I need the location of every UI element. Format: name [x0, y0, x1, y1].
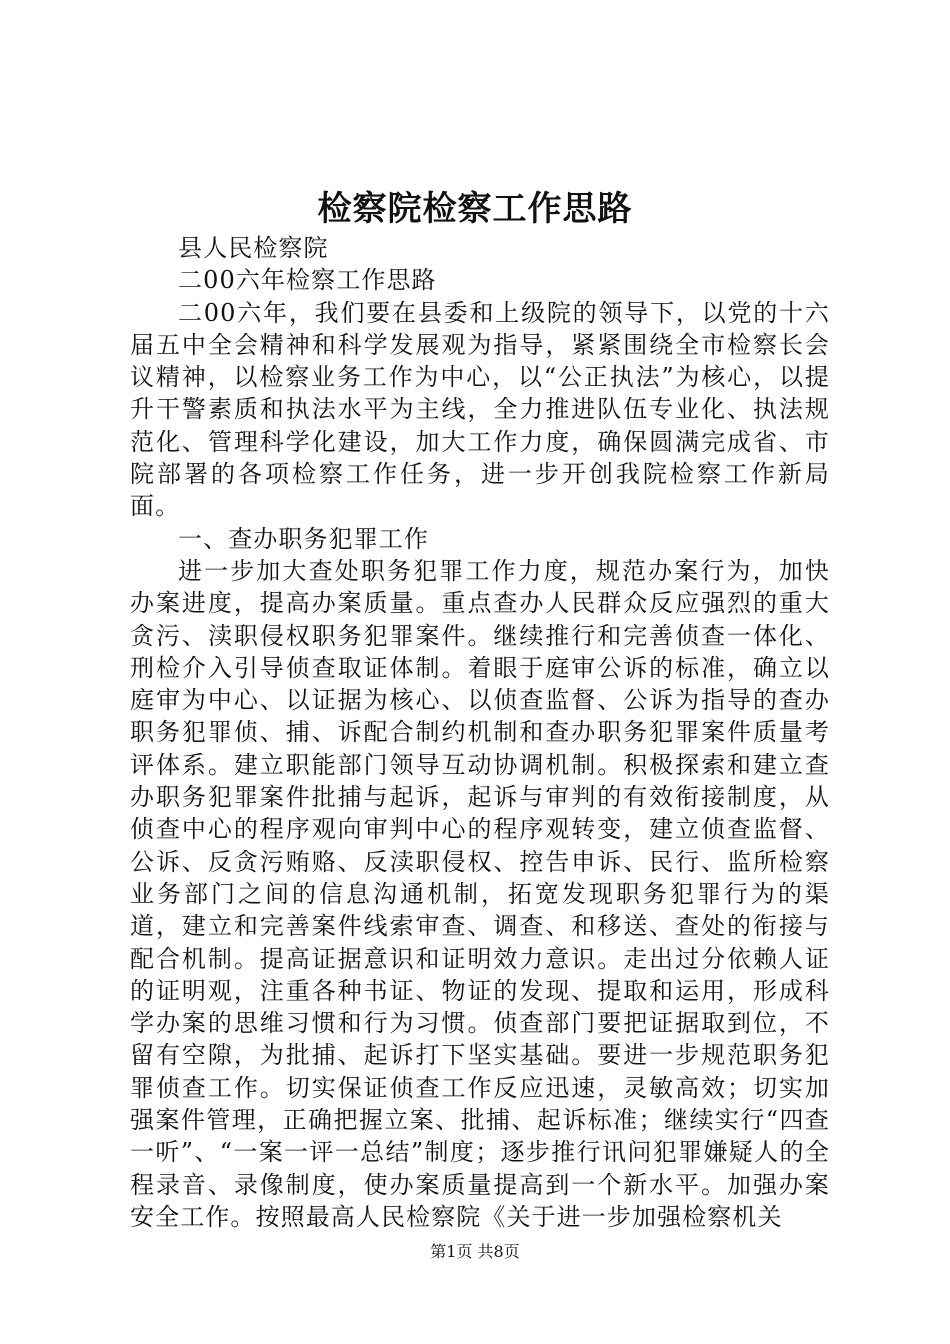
intro-paragraph: 二00六年，我们要在县委和上级院的领导下，以党的十六届五中全会精神和科学发展观为指导，紧紧围绕全市检察长会议精神，以检察业务工作为中心，以“公正执法”为核心，以提升干警素质和执法水平为主线，全力推进队伍专业化、执法规范化、管理科学化建设，加大工作力度，确保圆满完成省、市院部署的各项检察工作任务，进一步开创我院检察工作新局面。: [130, 298, 830, 521]
section-paragraph: 进一步加大查处职务犯罪工作力度，规范办案行为，加快办案进度，提高办案质量。重点查办人民群众反应强烈的重大贪污、渎职侵权职务犯罪案件。继续推行和完善侦查一体化、刑检介入引导侦查取证体制。着眼于庭审公诉的标准，确立以庭审为中心、以证据为核心、以侦查监督、公诉为指导的查办职务犯罪侦、捕、诉配合制约机制和查办职务犯罪案件质量考评体系。建立职能部门领导互动协调机制。积极探索和建立查办职务犯罪案件批捕与起诉，起诉与审判的有效衔接制度，从侦查中心的程序观向审判中心的程序观转变，建立侦查监督、公诉、反贪污贿赂、反渎职侵权、控告申诉、民行、监所检察业务部门之间的信息沟通机制，拓宽发现职务犯罪行为的渠道，建立和完善案件线索审查、调查、和移送、查处的衔接与配合机制。提高证据意识和证明效力意识。走出过分依赖人证的证明观，注重各种书证、物证的发现、提取和运用，形成科学办案的思维习惯和行为习惯。侦查部门要把证据取到位，不留有空隙，为批捕、起诉打下坚实基础。要进一步规范职务犯罪侦查工作。切实保证侦查工作反应迅速，灵敏高效；切实加强案件管理，正确把握立案、批捕、起诉标准；继续实行“四查一听”、“一案一评一总结”制度；逐步推行讯问犯罪嫌疑人的全程录音、录像制度，使办案质量提高到一个新水平。加强办案安全工作。按照最高人民检察院《关于进一步加强检察机关: [130, 556, 830, 1231]
document-body: [130, 232, 830, 1233]
section-heading: 一、查办职务犯罪工作: [178, 524, 429, 553]
page-number-footer: 第1页 共8页: [430, 1242, 520, 1261]
subtitle-line: 二00六年检察工作思路: [178, 266, 437, 295]
issuer-line: 县人民检察院: [178, 234, 329, 262]
document-title: 检察院检察工作思路: [317, 189, 633, 229]
